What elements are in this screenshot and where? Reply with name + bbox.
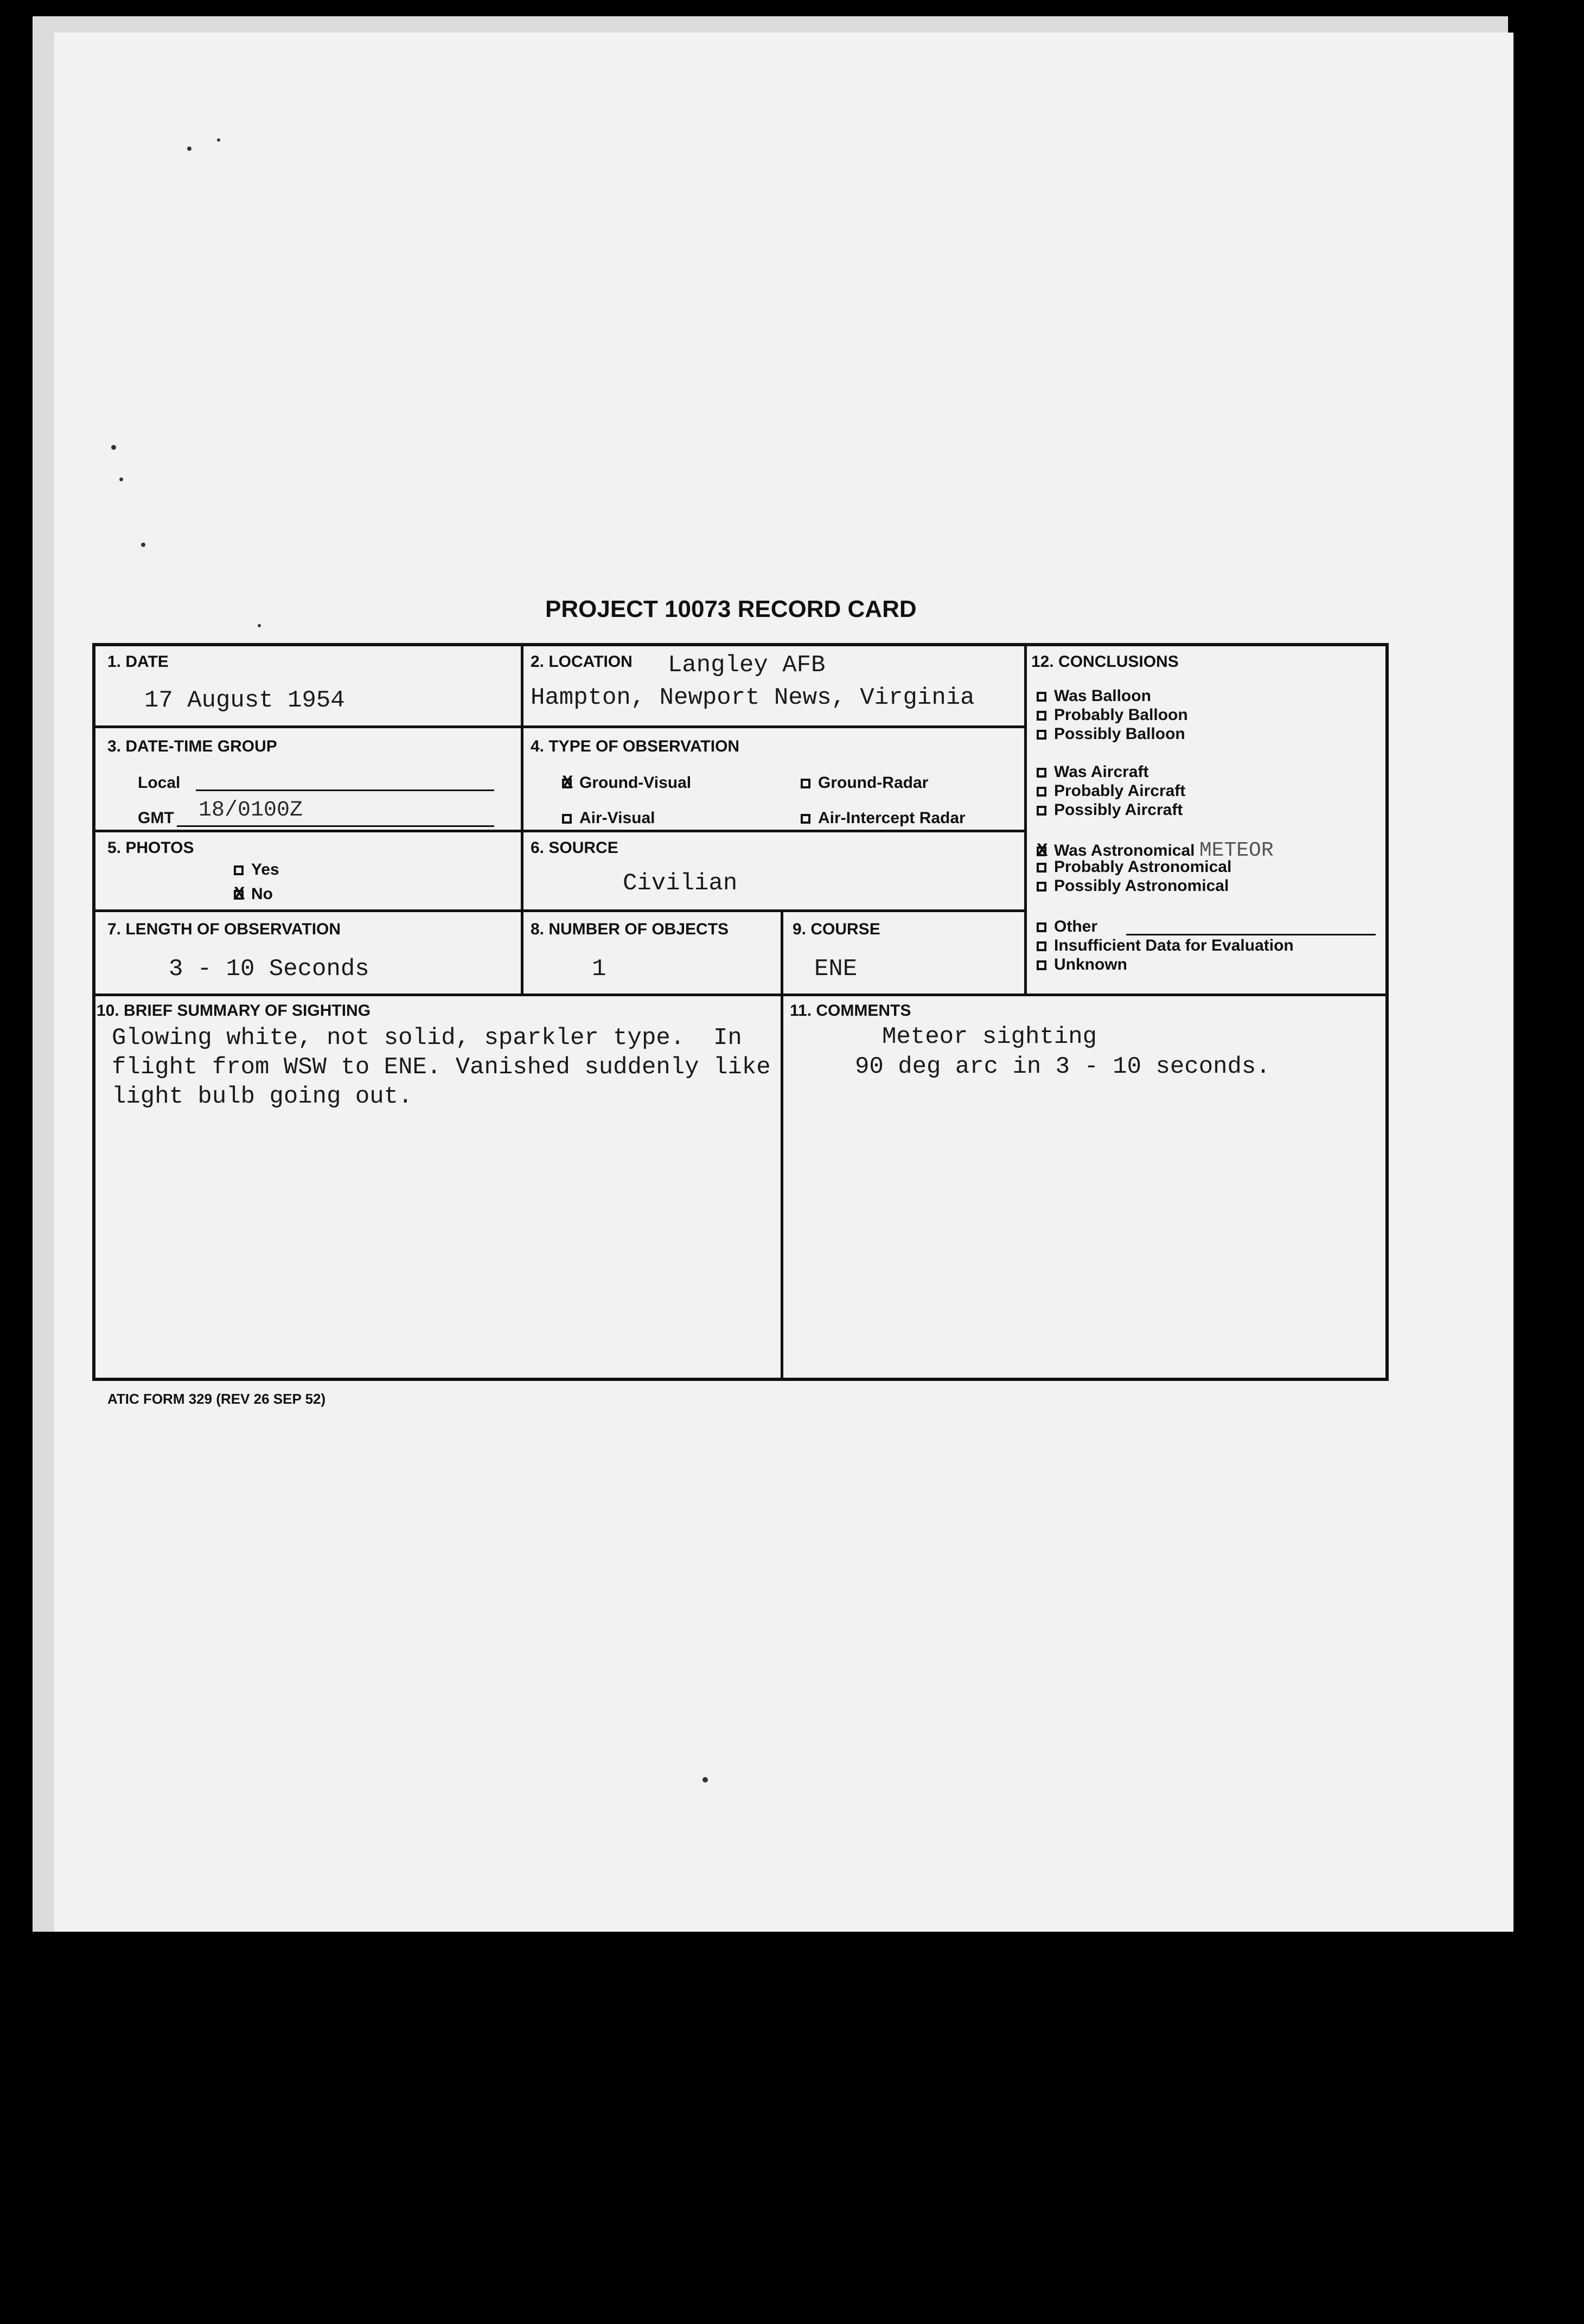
- source-value: Civilian: [623, 870, 738, 897]
- dtg-gmt-label: GMT: [138, 809, 174, 827]
- objects-label: 8. NUMBER OF OBJECTS: [531, 920, 729, 938]
- photos-label: 5. PHOTOS: [107, 839, 194, 857]
- scan-speck: [217, 138, 220, 142]
- conclusion-was-balloon[interactable]: Was Balloon: [1037, 687, 1151, 705]
- scan-speck: [111, 445, 116, 450]
- checkbox-icon: [1037, 882, 1046, 892]
- checkbox-icon: [801, 814, 810, 824]
- checkbox-icon: [1037, 730, 1046, 740]
- checkbox-icon: [562, 814, 572, 824]
- dtg-label: 3. DATE-TIME GROUP: [107, 737, 277, 755]
- date-value: 17 August 1954: [144, 687, 345, 714]
- summary-line: light bulb going out.: [112, 1083, 413, 1110]
- summary-text: [112, 1023, 771, 1111]
- divider: [95, 994, 1385, 996]
- conclusion-insufficient-data[interactable]: Insufficient Data for Evaluation: [1037, 937, 1294, 955]
- comments-line: Meteor sighting: [882, 1023, 1097, 1050]
- divider: [95, 725, 1024, 728]
- length-label: 7. LENGTH OF OBSERVATION: [107, 920, 341, 938]
- conclusion-probably-astronomical[interactable]: Probably Astronomical: [1037, 858, 1231, 876]
- conclusion-other[interactable]: Other: [1037, 918, 1097, 936]
- dtg-gmt-blank: [177, 825, 494, 827]
- checkbox-icon: [1037, 692, 1046, 702]
- scan-speck: [187, 147, 191, 151]
- summary-label: 10. BRIEF SUMMARY OF SIGHTING: [97, 1002, 371, 1020]
- comments-label: 11. COMMENTS: [790, 1002, 911, 1020]
- scan-speck: [141, 543, 145, 547]
- dtg-local-label: Local: [138, 774, 181, 792]
- record-card: [92, 643, 1389, 1381]
- summary-line: Glowing white, not solid, sparkler type. In: [112, 1024, 742, 1052]
- checkbox-icon: [1037, 960, 1046, 970]
- checkbox-icon: [1037, 846, 1046, 856]
- comments-line: 90 deg arc in 3 - 10 seconds.: [855, 1053, 1270, 1080]
- checkbox-icon: [1037, 922, 1046, 932]
- checkbox-icon: [1037, 711, 1046, 721]
- length-value: 3 - 10 Seconds: [169, 956, 369, 983]
- checkbox-icon: [1037, 806, 1046, 816]
- conclusion-other-blank: [1126, 934, 1376, 935]
- form-footer: ATIC FORM 329 (REV 26 SEP 52): [107, 1391, 326, 1407]
- checkbox-icon: [1037, 863, 1046, 873]
- scan-speck: [702, 1777, 708, 1782]
- date-label: 1. DATE: [107, 653, 169, 671]
- photos-option-yes[interactable]: Yes: [234, 861, 279, 879]
- obs-option-ground-visual[interactable]: XGround-Visual: [562, 774, 691, 792]
- conclusion-unknown[interactable]: Unknown: [1037, 956, 1127, 974]
- divider: [521, 646, 523, 994]
- checkbox-icon: [1037, 941, 1046, 951]
- checkbox-icon: [234, 865, 244, 875]
- dtg-gmt-value: 18/0100Z: [199, 798, 303, 823]
- course-label: 9. COURSE: [793, 920, 880, 938]
- form-title: PROJECT 10073 RECORD CARD: [545, 596, 917, 622]
- obs-option-air-visual[interactable]: Air-Visual: [562, 809, 655, 827]
- divider: [95, 909, 1024, 912]
- divider: [1024, 646, 1027, 994]
- obs-option-ground-radar[interactable]: Ground-Radar: [801, 774, 928, 792]
- divider: [95, 830, 1024, 832]
- checkbox-icon: [1037, 768, 1046, 778]
- summary-line: flight from WSW to ENE. Vanished suddenly like: [112, 1054, 771, 1081]
- location-line2: Hampton, Newport News, Virginia: [531, 684, 975, 711]
- conclusion-probably-aircraft[interactable]: Probably Aircraft: [1037, 782, 1185, 800]
- location-label: 2. LOCATION: [531, 653, 633, 671]
- divider: [781, 909, 783, 1381]
- conclusion-was-astronomical[interactable]: XWas Astronomical METEOR: [1037, 839, 1274, 862]
- obs-option-air-intercept-radar[interactable]: Air-Intercept Radar: [801, 809, 966, 827]
- course-value: ENE: [814, 956, 858, 983]
- checkbox-icon: [562, 779, 572, 788]
- scan-speck: [119, 477, 123, 481]
- scan-speck: [258, 624, 261, 627]
- dtg-local-blank: [196, 789, 494, 791]
- conclusion-possibly-astronomical[interactable]: Possibly Astronomical: [1037, 877, 1229, 895]
- conclusion-note: METEOR: [1199, 839, 1274, 862]
- checkbox-icon: [801, 779, 810, 788]
- photos-option-no[interactable]: XNo: [234, 885, 273, 903]
- location-line1: Langley AFB: [668, 652, 826, 679]
- objects-value: 1: [592, 956, 606, 983]
- conclusions-label: 12. CONCLUSIONS: [1031, 653, 1179, 671]
- conclusion-possibly-aircraft[interactable]: Possibly Aircraft: [1037, 801, 1183, 819]
- checkbox-icon: [234, 890, 244, 900]
- source-label: 6. SOURCE: [531, 839, 618, 857]
- observation-type-label: 4. TYPE OF OBSERVATION: [531, 737, 740, 755]
- checkbox-icon: [1037, 787, 1046, 797]
- conclusion-was-aircraft[interactable]: Was Aircraft: [1037, 763, 1149, 781]
- conclusion-possibly-balloon[interactable]: Possibly Balloon: [1037, 725, 1185, 743]
- conclusion-probably-balloon[interactable]: Probably Balloon: [1037, 706, 1188, 724]
